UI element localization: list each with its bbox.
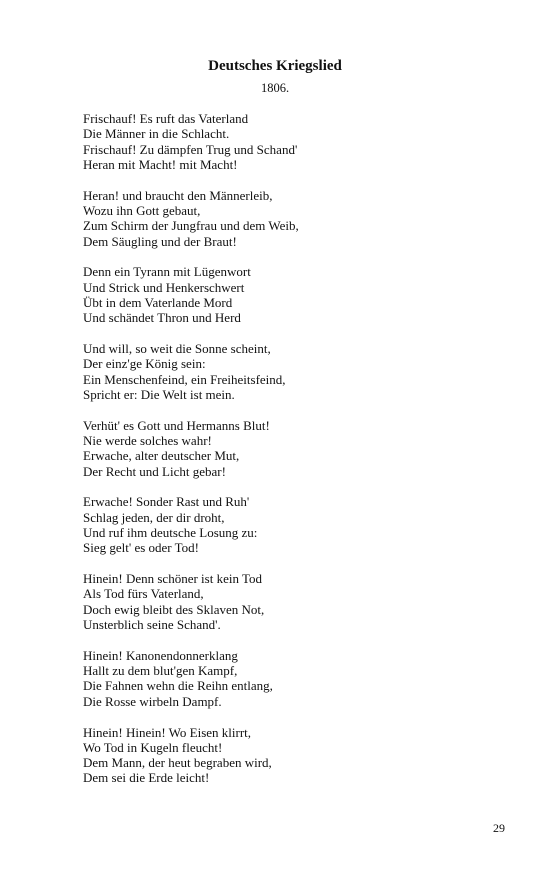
stanza <box>83 264 503 325</box>
verse-line: Doch ewig bleibt des Sklaven Not, <box>83 601 265 617</box>
verse-line: Sieg gelt' es oder Tod! <box>83 540 200 556</box>
verse-line: Die Fahnen wehn die Reihn entlang, <box>83 678 273 694</box>
verse-line: Der einz'ge König sein: <box>83 356 206 372</box>
verse-line: Ein Menschenfeind, ein Freiheitsfeind, <box>83 371 286 387</box>
poem-title: Deutsches Kriegslied <box>208 58 342 74</box>
verse-line: Denn ein Tyrann mit Lügenwort <box>83 264 251 280</box>
verse-line: Unsterblich seine Schand'. <box>83 617 221 633</box>
verse-line: Verhüt' es Gott und Hermanns Blut! <box>83 417 270 433</box>
verse-line: Hallt zu dem blut'gen Kampf, <box>83 663 238 679</box>
verse-line: Nie werde solches wahr! <box>83 433 212 449</box>
verse-line: Dem Mann, der heut begraben wird, <box>83 755 272 771</box>
verse-line: Schlag jeden, der dir droht, <box>83 509 225 525</box>
poem-year: 1806. <box>260 81 290 95</box>
stanza <box>83 418 503 479</box>
stanza <box>83 111 503 172</box>
verse-line: Dem sei die Erde leicht! <box>83 770 210 786</box>
verse-line: Die Rosse wirbeln Dampf. <box>83 693 222 709</box>
verse-line: Und Strick und Henkerschwert <box>83 279 245 295</box>
verse-line: Und will, so weit die Sonne scheint, <box>83 341 271 357</box>
verse-line: Erwache, alter deutscher Mut, <box>83 448 240 464</box>
verse-line: Spricht er: Die Welt ist mein. <box>83 386 235 402</box>
stanza <box>83 648 503 709</box>
verse-line: Erwache! Sonder Rast und Ruh' <box>83 494 250 510</box>
stanza <box>83 188 503 249</box>
verse-line: Der Recht und Licht gebar! <box>83 463 226 479</box>
verse-line: Übt in dem Vaterlande Mord <box>83 294 233 310</box>
page-number: 29 <box>493 821 505 835</box>
verse-line: Hinein! Denn schöner ist kein Tod <box>83 571 263 587</box>
verse-line: Die Männer in die Schlacht. <box>83 126 230 142</box>
verse-line: Wo Tod in Kugeln fleucht! <box>83 739 223 755</box>
verse-line: Frischauf! Es ruft das Vaterland <box>83 111 249 126</box>
verse-line: Als Tod fürs Vaterland, <box>83 586 204 602</box>
verse-line: Dem Säugling und der Braut! <box>83 233 237 249</box>
stanza <box>83 341 503 402</box>
verse-line: Und schändet Thron und Herd <box>83 310 241 326</box>
stanza <box>83 571 503 632</box>
poem-body <box>83 111 503 801</box>
verse-line: Frischauf! Zu dämpfen Trug und Schand' <box>83 141 298 157</box>
verse-line: Hinein! Hinein! Wo Eisen klirrt, <box>83 724 252 740</box>
verse-line: Wozu ihn Gott gebaut, <box>83 202 201 218</box>
verse-line: Heran! und braucht den Männerleib, <box>83 187 273 203</box>
stanza <box>83 725 503 786</box>
verse-line: Zum Schirm der Jungfrau und dem Weib, <box>83 218 299 234</box>
verse-line: Heran mit Macht! mit Macht! <box>83 156 238 172</box>
verse-line: Hinein! Kanonendonnerklang <box>83 647 238 663</box>
stanza <box>83 494 503 555</box>
verse-line: Und ruf ihm deutsche Losung zu: <box>83 525 258 541</box>
